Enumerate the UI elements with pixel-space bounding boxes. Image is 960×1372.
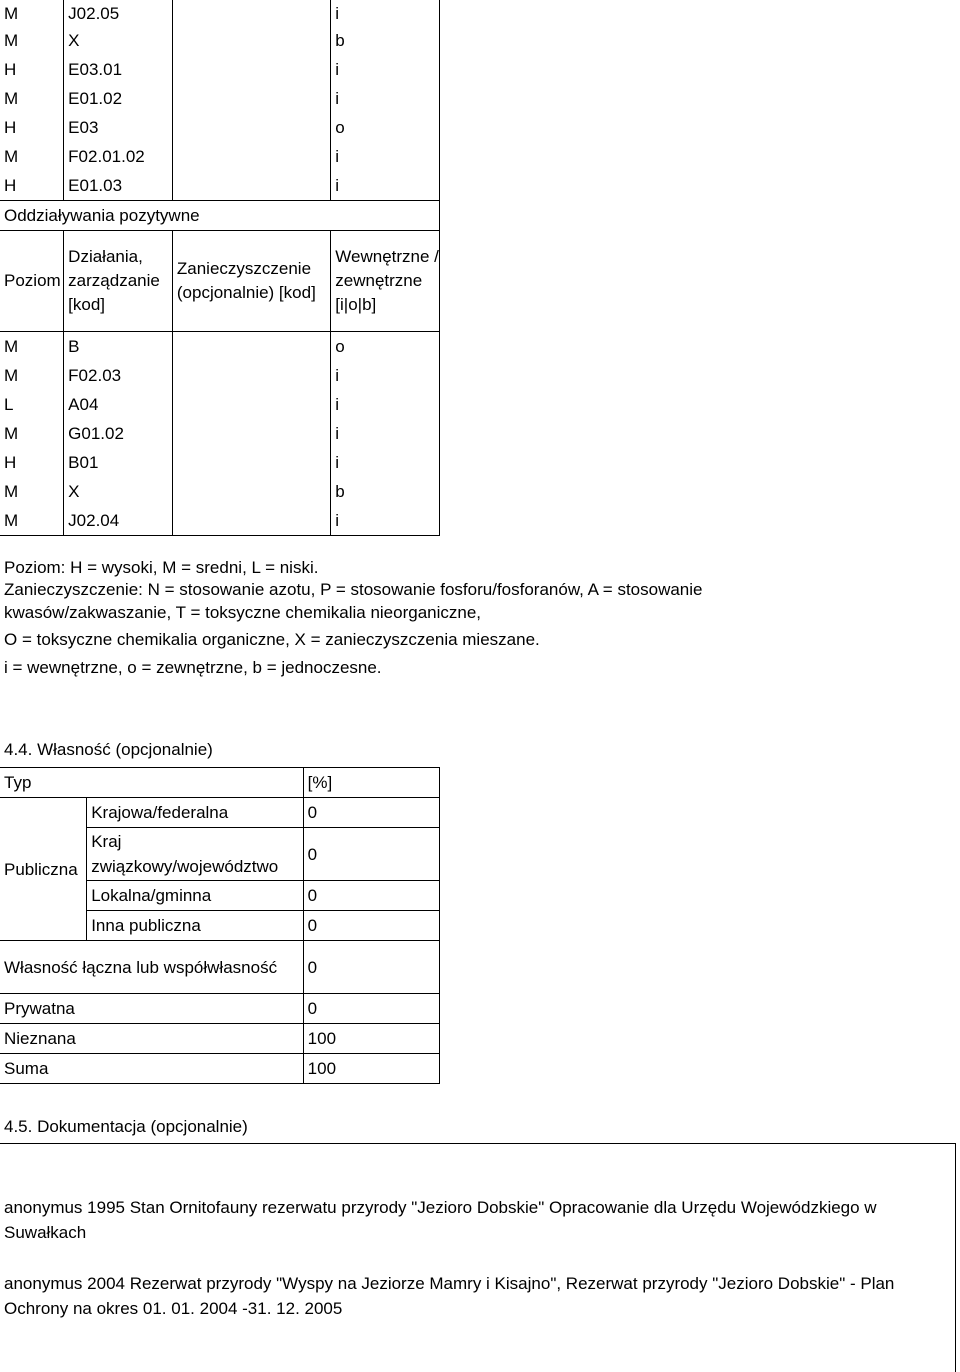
impact-code: E03 xyxy=(64,113,173,142)
impact-code: A04 xyxy=(64,390,173,419)
impact-row xyxy=(0,171,440,201)
impact-level: M xyxy=(0,477,64,506)
ownership-private-value: 0 xyxy=(303,994,439,1024)
impact-inout: i xyxy=(331,506,440,536)
impact-code: B01 xyxy=(64,448,173,477)
impact-code: B xyxy=(64,332,173,362)
documentation-box xyxy=(0,1143,956,1372)
ownership-table xyxy=(0,767,440,1084)
impact-pollution xyxy=(172,506,330,536)
ownership-col-pct: [%] xyxy=(303,768,439,798)
header-pollution: Zanieczyszczenie (opcjonalnie) [kod] xyxy=(172,231,330,332)
ownership-row-label: Kraj związkowy/województwo xyxy=(87,828,303,881)
impact-code: X xyxy=(64,477,173,506)
impact-row xyxy=(0,55,440,84)
impact-pollution xyxy=(172,55,330,84)
impact-inout: b xyxy=(331,26,440,55)
impact-inout: o xyxy=(331,332,440,362)
impact-inout: i xyxy=(331,142,440,171)
impact-level: H xyxy=(0,113,64,142)
note-pollution: Zanieczyszczenie: N = stosowanie azotu, P = stosowanie fosforu/fosforanów, A = stosowanie xyxy=(4,580,703,599)
impact-row xyxy=(0,142,440,171)
impact-pollution xyxy=(172,332,330,362)
ownership-row-label: Krajowa/federalna xyxy=(87,798,303,828)
ownership-unknown-label: Nieznana xyxy=(0,1024,303,1054)
impact-row xyxy=(0,361,440,390)
ownership-sum-label: Suma xyxy=(0,1054,303,1084)
impact-pollution xyxy=(172,142,330,171)
impact-level: M xyxy=(0,26,64,55)
ownership-row-value: 0 xyxy=(303,828,439,881)
documentation-entry: anonymus 1995 Stan Ornitofauny rezerwatu przyrody "Jezioro Dobskie" Opracowanie dla Urzędu Wojewódzkiego w Suwałkach xyxy=(4,1198,877,1242)
note-inout: i = wewnętrzne, o = zewnętrzne, b = jednoczesne. xyxy=(4,658,382,677)
impact-row xyxy=(0,419,440,448)
documentation-entry: anonymus 2004 Rezerwat przyrody "Wyspy na Jeziorze Mamry i Kisajno", Rezerwat przyrody "Jezioro Dobskie" - Plan Ochrony na okres 01. 01. 2004 -31. 12. 2005 xyxy=(4,1274,895,1318)
impact-inout: i xyxy=(331,390,440,419)
impact-row xyxy=(0,0,440,26)
impact-pollution xyxy=(172,84,330,113)
impact-inout: i xyxy=(331,448,440,477)
impact-row xyxy=(0,113,440,142)
impact-inout: i xyxy=(331,55,440,84)
impact-level: H xyxy=(0,55,64,84)
header-code: Działania, zarządzanie [kod] xyxy=(64,231,173,332)
positive-section-title: Oddziaływania pozytywne xyxy=(0,201,440,231)
impact-level: M xyxy=(0,332,64,362)
header-level: Poziom xyxy=(0,231,64,332)
impact-pollution xyxy=(172,171,330,201)
impact-inout: b xyxy=(331,477,440,506)
ownership-public-label: Publiczna xyxy=(0,798,87,941)
impact-row xyxy=(0,332,440,362)
impact-code: E01.03 xyxy=(64,171,173,201)
impact-row xyxy=(0,506,440,536)
impact-row xyxy=(0,84,440,113)
impact-row xyxy=(0,448,440,477)
impact-code: J02.04 xyxy=(64,506,173,536)
ownership-sum-value: 100 xyxy=(303,1054,439,1084)
impact-inout: i xyxy=(331,419,440,448)
ownership-col-type: Typ xyxy=(0,768,303,798)
impact-pollution xyxy=(172,477,330,506)
impact-level: H xyxy=(0,171,64,201)
impact-inout: o xyxy=(331,113,440,142)
impact-row xyxy=(0,477,440,506)
impact-code: F02.03 xyxy=(64,361,173,390)
impact-code: J02.05 xyxy=(64,0,173,26)
impact-inout: i xyxy=(331,0,440,26)
ownership-row-value: 0 xyxy=(303,881,439,911)
impact-code: G01.02 xyxy=(64,419,173,448)
impact-level: L xyxy=(0,390,64,419)
impact-level: M xyxy=(0,0,64,26)
note-pollution-cont2: O = toksyczne chemikalia organiczne, X = zanieczyszczenia mieszane. xyxy=(4,630,540,649)
impact-row xyxy=(0,390,440,419)
note-level: Poziom: H = wysoki, M = sredni, L = niski. xyxy=(4,558,319,577)
impact-pollution xyxy=(172,448,330,477)
ownership-joint-label: Własność łączna lub współwłasność xyxy=(0,941,303,994)
impact-pollution xyxy=(172,419,330,448)
ownership-private-label: Prywatna xyxy=(0,994,303,1024)
impact-level: H xyxy=(0,448,64,477)
ownership-row-label: Inna publiczna xyxy=(87,911,303,941)
impact-pollution xyxy=(172,390,330,419)
impact-pollution xyxy=(172,0,330,26)
impact-pollution xyxy=(172,361,330,390)
impact-row xyxy=(0,26,440,55)
impact-level: M xyxy=(0,142,64,171)
impact-level: M xyxy=(0,419,64,448)
impact-code: E01.02 xyxy=(64,84,173,113)
impact-level: M xyxy=(0,506,64,536)
impact-code: F02.01.02 xyxy=(64,142,173,171)
impact-code: X xyxy=(64,26,173,55)
ownership-row-label: Lokalna/gminna xyxy=(87,881,303,911)
impacts-table xyxy=(0,0,440,536)
ownership-unknown-value: 100 xyxy=(303,1024,439,1054)
header-inout: Wewnętrzne / zewnętrzne [i|o|b] xyxy=(331,231,440,332)
impact-level: M xyxy=(0,361,64,390)
impact-inout: i xyxy=(331,361,440,390)
ownership-joint-value: 0 xyxy=(303,941,439,994)
impact-pollution xyxy=(172,26,330,55)
ownership-row-value: 0 xyxy=(303,911,439,941)
impact-level: M xyxy=(0,84,64,113)
ownership-heading: 4.4. Własność (opcjonalnie) xyxy=(4,740,213,759)
impact-code: E03.01 xyxy=(64,55,173,84)
impact-inout: i xyxy=(331,171,440,201)
documentation-heading: 4.5. Dokumentacja (opcjonalnie) xyxy=(4,1117,248,1136)
impact-inout: i xyxy=(331,84,440,113)
impact-pollution xyxy=(172,113,330,142)
note-pollution-cont: kwasów/zakwaszanie, T = toksyczne chemikalia nieorganiczne, xyxy=(4,603,482,622)
ownership-row-value: 0 xyxy=(303,798,439,828)
